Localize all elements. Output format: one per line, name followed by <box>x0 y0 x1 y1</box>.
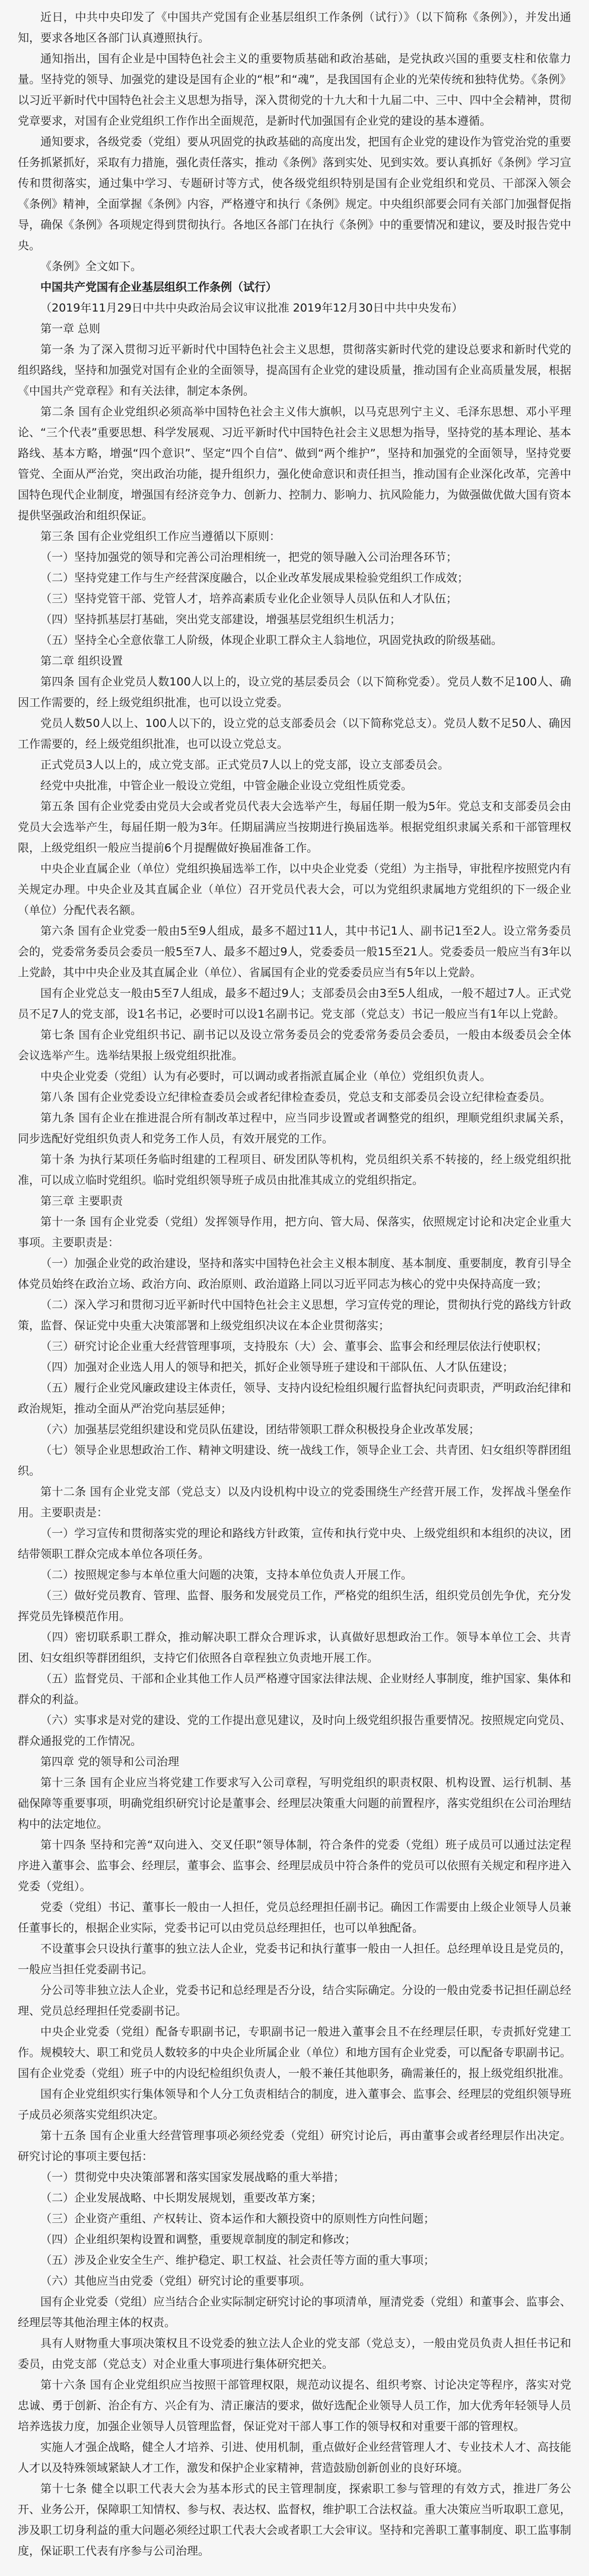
paragraph: 通知指出，国有企业是中国特色社会主义的重要物质基础和政治基础，是党执政兴国的重要支柱和依靠力量。坚持党的领导、加强党的建设是国有企业的“根”和“魂”，是我国国有企业的光荣传统和独特优势。《条例》以习近平新时代中国特色社会主义思想为指导，深入贯彻党的十九大和十九届二中、三中、四中全会精神，贯彻党章要求，对国有企业党组织工作作出全面规范，是新时代加强国有企业党的建设的基本遵循。 <box>18 52 571 128</box>
paragraph: （四）坚持抓基层打基础，突出党支部建设，增强基层党组织生机活力； <box>40 613 402 626</box>
paragraph: 实施人才强企战略，健全人才培养、引进、使用机制，重点做好企业经营管理人才、专业技术人才、高技能人才以及特殊领域紧缺人才工作，激发和保护企业家精神，营造鼓励创新创业的良好环境。 <box>18 2441 571 2475</box>
paragraph: （六）其他应当由党委（党组）研究讨论的重要事项。 <box>40 2275 311 2288</box>
paragraph: 第十三条 国有企业应当将党建工作要求写入公司章程，写明党组织的职责权限、机构设置、运行机制、基础保障等重要事项，明确党组织研究讨论是董事会、经理层决策重大问题的前置程序，落实党组织在公司治理结构中的法定地位。 <box>18 1776 571 1831</box>
paragraph: 第十七条 健全以职工代表大会为基本形式的民主管理制度，探索职工参与管理的有效方式，推进厂务公开、业务公开，保障职工知情权、参与权、表达权、监督权，维护职工合法权益。重大决策应当听取职工意见，涉及职工切身利益的重大问题必须经过职工代表大会或者职工大会审议。坚持和完善职工董事制度、职工监事制度，保证职工代表有序参与公司治理。 <box>18 2482 571 2558</box>
paragraph: 第二条 国有企业党组织必须高举中国特色社会主义伟大旗帜，以马克思列宁主义、毛泽东思想、邓小平理论、“三个代表”重要思想、科学发展观、习近平新时代中国特色社会主义思想为指导，坚持党的基本理论、基本路线、基本方略，增强“四个意识”、坚定“四个自信”、做到“两个维护”，坚持和加强党的全面领导，坚持党要管党、全面从严治党，突出政治功能，提升组织力，强化使命意识和责任担当，推动国有企业深化改革，完善中国特色现代企业制度，增强国有经济竞争力、创新力、控制力、影响力、抗风险能力，为做强做优做大国有资本提供坚强政治和组织保证。 <box>18 405 571 522</box>
paragraph: （四）密切联系职工群众，推动解决职工群众合理诉求，认真做好思想政治工作。领导本单位工会、共青团、妇女组织等群团组织，支持它们依照各自章程独立负责地开展工作。 <box>18 1631 571 1665</box>
paragraph: （六）实事求是对党的建设、党的工作提出意见建议，及时向上级党组织报告重要情况。按照规定向党员、群众通报党的工作情况。 <box>18 1714 571 1748</box>
paragraph: （二）坚持党建工作与生产经营深度融合，以企业改革发展成果检验党组织工作成效； <box>40 571 469 585</box>
paragraph: 国有企业党委（党组）应当结合企业实际制定研究讨论的事项清单，厘清党委（党组）和董事会、监事会、经理层等其他治理主体的权责。 <box>18 2295 571 2329</box>
paragraph: （四）加强对企业选人用人的领导和把关，抓好企业领导班子建设和干部队伍、人才队伍建设； <box>40 1361 514 1374</box>
paragraph: 第十四条 坚持和完善“双向进入、交叉任职”领导体制，符合条件的党委（党组）班子成员可以通过法定程序进入董事会、监事会、经理层，董事会、监事会、经理层成员中符合条件的党员可以依照有关规定和程序进入党委（党组）。 <box>18 1838 571 1893</box>
chapter-heading: 第二章 组织设置 <box>40 655 123 668</box>
paragraph: （三）研究讨论企业重大经营管理事项，支持股东（大）会、董事会、监事会和经理层依法行使职权； <box>40 1340 548 1353</box>
paragraph: （三）坚持党管干部、党管人才，培养高素质专业化企业领导人员队伍和人才队伍； <box>40 592 458 605</box>
paragraph: 第七条 国有企业党组织书记、副书记以及设立常务委员会的党委常务委员会委员，一般由本级委员会全体会议选举产生。选举结果报上级党组织批准。 <box>18 1028 571 1062</box>
paragraph: 第十一条 国有企业党委（党组）发挥领导作用，把方向、管大局、保落实，依照规定讨论和决定企业重大事项。主要职责是： <box>18 1215 571 1249</box>
paragraph: 第一条 为了深入贯彻习近平新时代中国特色社会主义思想，贯彻落实新时代党的建设总要求和新时代党的组织路线，坚持和加强党对国有企业的全面领导，提高国有企业党的建设质量，推动国有企业高质量发展，根据《中国共产党章程》和有关法律，制定本条例。 <box>18 343 571 398</box>
paragraph: （一）加强企业党的政治建设，坚持和落实中国特色社会主义根本制度、基本制度、重要制度，教育引导全体党员始终在政治立场、政治方向、政治原则、政治道路上同以习近平同志为核心的党中央保持高度一致； <box>18 1257 571 1291</box>
paragraph: 党员人数50人以上、100人以下的，设立党的总支部委员会（以下简称党总支）。党员人数不足50人、确因工作需要的，经上级党组织批准，也可以设立党总支。 <box>18 717 571 751</box>
paragraph: 第十五条 国有企业重大经营管理事项必须经党委（党组）研究讨论后，再由董事会或者经理层作出决定。研究讨论的事项主要包括： <box>18 2129 571 2163</box>
paragraph: 党委（党组）书记、董事长一般由一人担任，党员总经理担任副书记。确因工作需要由上级企业领导人员兼任董事长的，根据企业实际，党委书记可以由党员总经理担任，也可以单独配备。 <box>18 1901 571 1935</box>
paragraph: （五）监督党员、干部和企业其他工作人员严格遵守国家法律法规、企业财经人事制度，维护国家、集体和群众的利益。 <box>18 1672 571 1706</box>
paragraph: 国有企业党总支一般由5至7人组成，最多不超过9人；支部委员会由3至5人组成，一般不超过7人。正式党员不足7人的党支部，设1名书记，必要时可以设1名副书记。党支部（党总支）书记一般应当有1年以上党龄。 <box>18 987 571 1021</box>
paragraph: 第十条 为执行某项任务临时组建的工程项目、研发团队等机构，党员组织关系不转接的，经上级党组织批准，可以成立临时党组织。临时党组织领导班子成员由批准其成立的党组织指定。 <box>18 1153 571 1187</box>
paragraph: 经党中央批准，中管企业一般设立党组，中管金融企业设立党组性质党委。 <box>40 779 413 792</box>
paragraph: 不设董事会只设执行董事的独立法人企业，党委书记和执行董事一般由一人担任。总经理单设且是党员的，一般应当担任党委副书记。 <box>18 1942 571 1976</box>
paragraph: 通知要求，各级党委（党组）要从巩固党的执政基础的高度出发，把国有企业党的建设作为管党治党的重要任务抓紧抓好，采取有力措施，强化责任落实，推动《条例》落到实处、见到实效。要认真抓好《条例》学习宣传和贯彻落实，通过集中学习、专题研讨等方式，使各级党组织特别是国有企业党组织和党员、干部深入领会《条例》精神，全面掌握《条例》内容，严格遵守和执行《条例》规定。中央组织部要会同有关部门加强督促指导，确保《条例》各项规定得到贯彻执行。各地区各部门在执行《条例》中的重要情况和建议，要及时报告党中央。 <box>18 135 571 252</box>
paragraph: （五）涉及企业安全生产、维护稳定、职工权益、社会责任等方面的重大事项； <box>40 2254 435 2267</box>
document-title: 中国共产党国有企业基层组织工作条例（试行） <box>40 281 278 294</box>
paragraph: （二）深入学习和贯彻习近平新时代中国特色社会主义思想，学习宣传党的理论，贯彻执行党的路线方针政策，监督、保证党中央重大决策部署和上级党组织决议在本企业贯彻落实； <box>18 1298 571 1332</box>
chapter-heading: 第三章 主要职责 <box>40 1195 123 1208</box>
paragraph: （一）贯彻党中央决策部署和落实国家发展战略的重大举措； <box>40 2171 345 2184</box>
paragraph: （一）坚持加强党的领导和完善公司治理相统一，把党的领导融入公司治理各环节； <box>40 551 458 564</box>
paragraph: 分公司等非独立法人企业，党委书记和总经理是否分设，结合实际确定。分设的一般由党委书记担任副总经理、党员总经理担任党委副书记。 <box>18 1984 571 2018</box>
paragraph: 中央企业党委（党组）认为有必要时，可以调动或者指派直属企业（单位）党组织负责人。 <box>40 1070 492 1083</box>
paragraph: 近日，中共中央印发了《中国共产党国有企业基层组织工作条例（试行）》（以下简称《条例》），并发出通知，要求各地区各部门认真遵照执行。 <box>18 11 571 45</box>
paragraph: 第四条 国有企业党员人数100人以上的，设立党的基层委员会（以下简称党委）。党员人数不足100人、确因工作需要的，经上级党组织批准，也可以设立党委。 <box>18 675 571 709</box>
paragraph: （七）领导企业思想政治工作、精神文明建设、统一战线工作，领导企业工会、共青团、妇女组织等群团组织。 <box>18 1444 571 1478</box>
paragraph: （三）企业资产重组、产权转让、资本运作和大额投资中的原则性方向性问题； <box>40 2212 435 2225</box>
paragraph: 第五条 国有企业党委由党员大会或者党员代表大会选举产生，每届任期一般为5年。党总支和支部委员会由党员大会选举产生，每届任期一般为3年。任期届满应当按期进行换届选举。根据党组织隶属关系和干部管理权限，上级党组织一般应当提前6个月提醒做好换届准备工作。 <box>18 800 571 855</box>
paragraph: 第六条 国有企业党委一般由5至9人组成，最多不超过11人，其中书记1人、副书记1至2人。设立常务委员会的，党委常务委员会委员一般5至7人、最多不超过9人，党委委员一般15至21人。党委委员一般应当有3年以上党龄，其中中央企业及其直属企业（单位）、省属国有企业的党委委员应当有5年以上党龄。 <box>18 925 571 979</box>
paragraph: 第十六条 国有企业党组织应当按照干部管理权限，规范动议提名、组织考察、讨论决定等程序，落实对党忠诚、勇于创新、治企有方、兴企有为、清正廉洁的要求，做好选配企业领导人员工作，加大优秀年轻领导人员培养选拔力度，加强企业领导人员管理监督，保证党对干部人事工作的领导权和对重要干部的管理权。 <box>18 2378 571 2433</box>
paragraph: 第九条 国有企业在推进混合所有制改革过程中，应当同步设置或者调整党的组织，理顺党组织隶属关系，同步选配好党组织负责人和党务工作人员，有效开展党的工作。 <box>18 1111 571 1145</box>
paragraph: （二）企业发展战略、中长期发展规划，重要改革方案； <box>40 2191 323 2205</box>
paragraph: 第八条 国有企业党委设立纪律检查委员会或者纪律检查委员，党总支和支部委员会设立纪律检查委员。 <box>40 1091 552 1104</box>
paragraph: 第十二条 国有企业党支部（党总支）以及内设机构中设立的党委围绕生产经营开展工作，发挥战斗堡垒作用。主要职责是： <box>18 1485 571 1519</box>
paragraph: 正式党员3人以上的，成立党支部。正式党员7人以上的党支部，设立支部委员会。 <box>40 758 450 771</box>
document-dateline: （2019年11月29日中共中央政治局会议审议批准 2019年12月30日中共中央发布） <box>40 301 463 315</box>
paragraph: 中央企业直属企业（单位）党组织换届选举工作，以中央企业党委（党组）为主指导，审批程序按照党内有关规定办理。中央企业及其直属企业（单位）召开党员代表大会，可以为党组织隶属地方党组织的下一级企业（单位）分配代表名额。 <box>18 862 571 917</box>
chapter-heading: 第一章 总则 <box>40 322 101 335</box>
paragraph: （五）坚持全心全意依靠工人阶级，体现企业职工群众主人翁地位，巩固党执政的阶级基础。 <box>40 634 503 647</box>
paragraph: 国有企业党组织实行集体领导和个人分工负责相结合的制度，进入董事会、监事会、经理层的党组织领导班子成员必须落实党组织决定。 <box>18 2088 571 2121</box>
paragraph: 具有人财物重大事项决策权且不设党委的独立法人企业的党支部（党总支），一般由党员负责人担任书记和委员，由党支部（党总支）对企业重大事项进行集体研究把关。 <box>18 2337 571 2371</box>
paragraph: （三）做好党员教育、管理、监督、服务和发展党员工作，严格党的组织生活，组织党员创先争优，充分发挥党员先锋模范作用。 <box>18 1589 571 1623</box>
paragraph: 《条例》全文如下。 <box>40 260 142 273</box>
paragraph: 中央企业党委（党组）配备专职副书记，专职副书记一般进入董事会且不在经理层任职，专责抓好党建工作。规模较大、职工和党员人数较多的中央企业所属企业（单位）和地方国有企业党委，可以配备专职副书记。国有企业党委（党组）班子中的内设纪检组织负责人，一般不兼任其他职务，确需兼任的，报上级党组织批准。 <box>18 2025 571 2080</box>
paragraph: （五）履行企业党风廉政建设主体责任，领导、支持内设纪检组织履行监督执纪问责职责，严明政治纪律和政治规矩，推动全面从严治党向基层延伸； <box>18 1381 571 1415</box>
chapter-heading: 第四章 党的领导和公司治理 <box>40 1755 180 1768</box>
paragraph: 第三条 国有企业党组织工作应当遵循以下原则： <box>40 530 281 543</box>
paragraph: （四）企业组织架构设置和调整，重要规章制度的制定和修改； <box>40 2233 356 2246</box>
paragraph: （六）加强基层党组织建设和党员队伍建设，团结带领职工群众积极投身企业改革发展； <box>40 1423 480 1436</box>
paragraph: （二）按照规定参与本单位重大问题的决策，支持本单位负责人开展工作。 <box>40 1568 413 1581</box>
paragraph: （一）学习宣传和贯彻落实党的理论和路线方针政策，宣传和执行党中央、上级党组织和本组织的决议，团结带领职工群众完成本单位各项任务。 <box>18 1527 571 1561</box>
